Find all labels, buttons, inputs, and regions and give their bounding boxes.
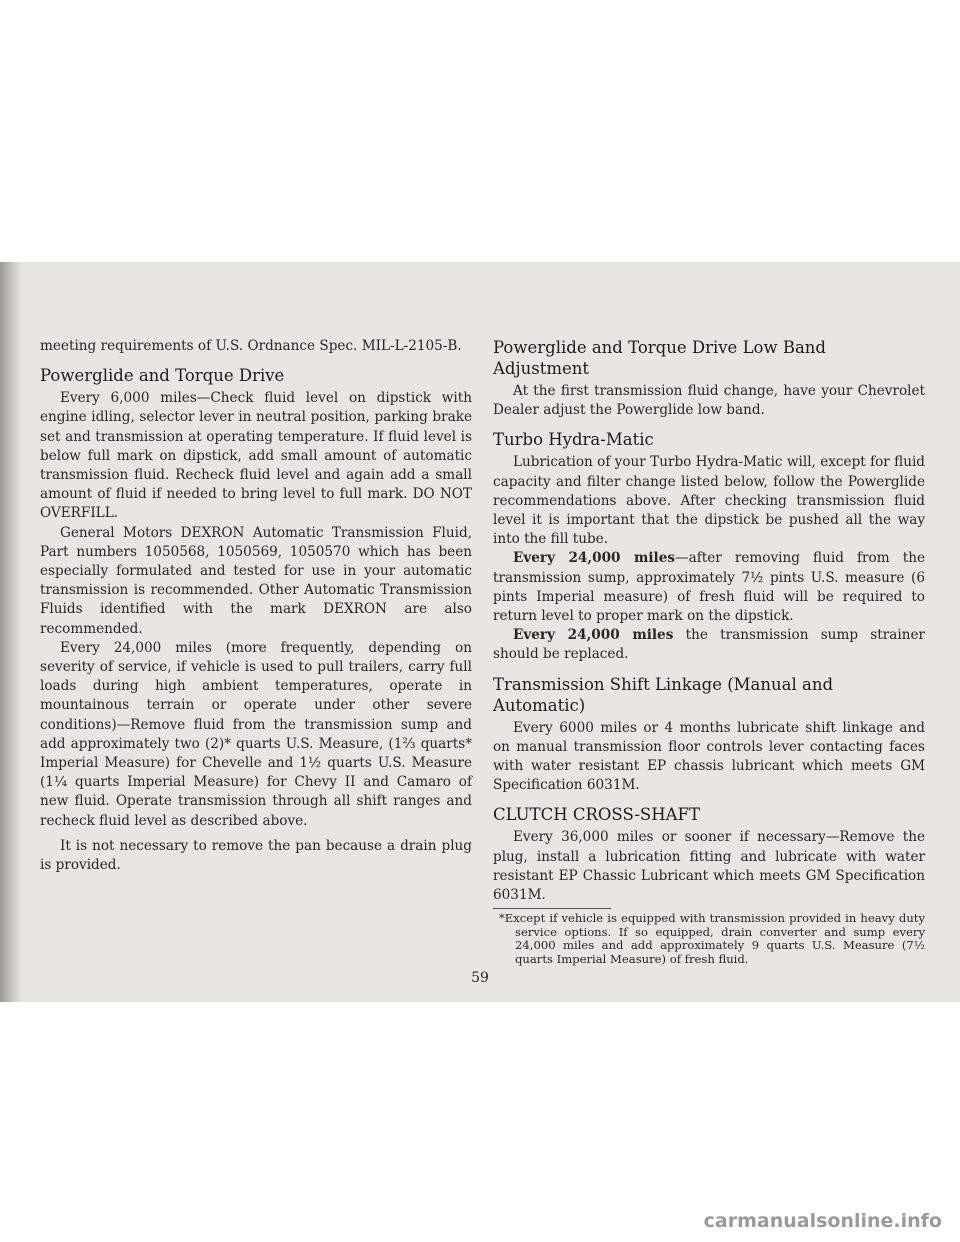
heading-powerglide-torque-drive: Powerglide and Torque Drive xyxy=(40,366,285,386)
paragraph-24000-fluid xyxy=(493,549,925,626)
paragraph-24000-strainer xyxy=(493,626,925,664)
continued-paragraph: meeting requirements of U.S. Ordnance Spec. MIL-L-2105-B. xyxy=(40,338,462,354)
heading-turbo-hydra-matic: Turbo Hydra-Matic xyxy=(493,430,654,450)
paragraph-shift-linkage: Every 6000 miles or 4 months lubricate shift linkage and on manual transmission floor controls lever contacting faces with water resistant EP chassis lubricant which meets GM Specification 6031M. xyxy=(493,719,925,794)
right-column xyxy=(493,337,925,967)
lead-24000-strainer: Every 24,000 miles xyxy=(513,627,674,644)
heading-low-band-adjustment: Powerglide and Torque Drive Low Band Adjustment xyxy=(493,338,826,378)
footnote-divider xyxy=(493,908,611,909)
body-6000-miles: Check fluid level on dipstick with engine idling, selector lever in neutral position, parking brake set and transmission at operating temperature. If fluid level is below full mark on dipstick, add small amount of automatic transmission fluid. Recheck fluid level and again add a small amount of fluid if needed to bring level to full mark. DO NOT OVERFILL. xyxy=(40,390,472,522)
paragraph-low-band: At the first transmission fluid change, have your Chevrolet Dealer adjust the Powerglide low band. xyxy=(493,383,925,419)
paragraph-drain-plug: It is not necessary to remove the pan because a drain plug is provided. xyxy=(40,837,472,874)
heading-clutch-cross-shaft: CLUTCH CROSS-SHAFT xyxy=(493,805,700,825)
lead-6000-miles: Every 6,000 miles— xyxy=(60,390,211,407)
paragraph-clutch-cross-shaft: Every 36,000 miles or sooner if necessary—Remove the plug, install a lubrication fitting and lubricate with water resistant EP Chassic Lubricant which meets GM Specification 6031M. xyxy=(493,829,925,904)
footnote: *Except if vehicle is equipped with transmission provided in heavy duty service options. If so equipped, drain converter and sump every 24,000 miles and add approximately 9 quarts U.S. Measure (7½ quarts Imperial Measure) of fresh fluid. xyxy=(499,911,925,967)
body-24000-strainer: the transmission sump strainer should be replaced. xyxy=(493,627,925,663)
page-binding-edge xyxy=(0,262,22,1002)
paragraph-dexron: General Motors DEXRON Automatic Transmission Fluid, Part numbers 1050568, 1050569, 1050570 which has been especially formulated and tested for use in your automatic transmission is recommended. Other Automatic Transmission Fluids identified with the mark DEXRON are also recommended. xyxy=(40,524,472,637)
lead-24000-fluid: Every 24,000 miles xyxy=(513,550,676,567)
watermark: carmanualsonline.info xyxy=(703,1210,942,1232)
page-number: 59 xyxy=(471,970,489,986)
paragraph-turbo-hydra-matic: Lubrication of your Turbo Hydra-Matic will, except for fluid capacity and filter change listed below, follow the Powerglide recommendations above. After checking transmission fluid level it is important that the dipstick be pushed all the way into the fill tube. xyxy=(493,454,925,548)
body-24000-fluid: —after removing fluid from the transmission sump, approximately 7½ pints U.S. measure (6 pints Imperial measure) of fresh fluid will be required to return level to proper mark on the dipstick. xyxy=(493,550,925,625)
left-column xyxy=(40,337,472,875)
paragraph-24000-miles: Every 24,000 miles (more frequently, depending on severity of service, if vehicle is used to pull trailers, carry full loads during high ambient temperatures, operate in mountainous terrain or operate under other severe conditions)—Remove fluid from the transmission sump and add approximately two (2)* quarts U.S. Measure, (1⅔ quarts* Imperial Measure) for Chevelle and 1½ quarts U.S. Measure (1¼ quarts Imperial Measure) for Chevy II and Camaro of new fluid. Operate transmission through all shift ranges and recheck fluid level as described above. xyxy=(40,639,472,829)
paragraph-6000-miles xyxy=(40,389,472,523)
heading-shift-linkage: Transmission Shift Linkage (Manual and Automatic) xyxy=(493,674,834,715)
